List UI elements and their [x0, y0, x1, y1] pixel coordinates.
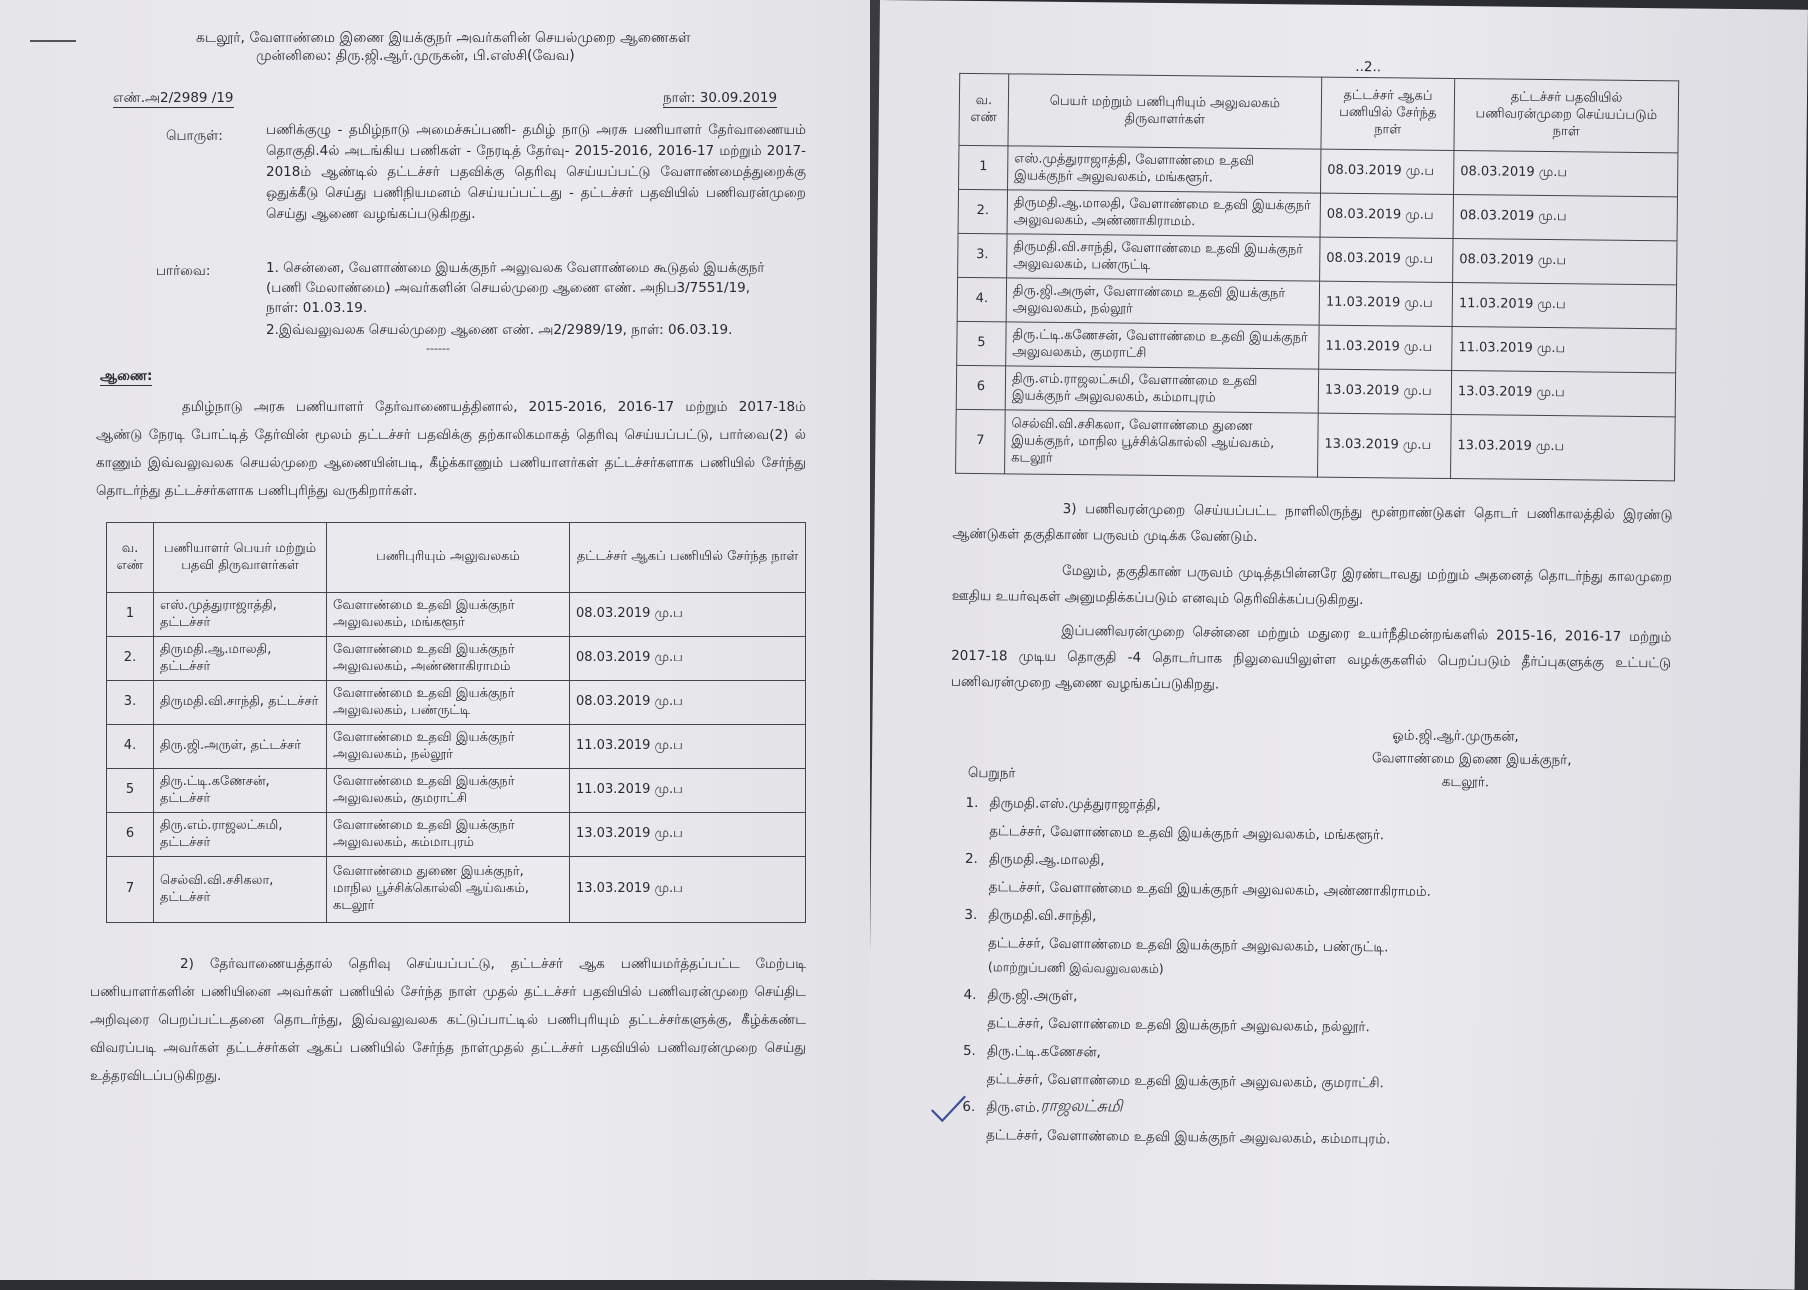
paragraph-5: இப்பணிவரன்முறை சென்னை மற்றும் மதுரை உயர்நீதிமன்றங்களில் 2015-16, 2016-17 மற்றும் 2017-18 முடிய தொகுதி -4 தொடர்பாக நிலுவையிலுள்ள வழக்குகளில் பெறப்படும் தீர்ப்புகளுக்கு உட்பட்டு பணிவரன்முறை ஆணை வழங்கப்படுகிறது. [950, 622, 1672, 693]
row-number: 5 [107, 769, 154, 813]
row-name: திருமதி.ஆ.மாலதி, தட்டச்சர் [154, 637, 327, 681]
row-number: 3. [958, 233, 1007, 278]
order-date: நாள்: 30.09.2019 [663, 90, 778, 106]
recipient-office: தட்டச்சர், வேளாண்மை உதவி இயக்குநர் அலுவலகம், பண்ருட்டி. [988, 935, 1389, 956]
recipient-number: 2. [964, 850, 978, 868]
recipient-number: 1. [965, 794, 979, 812]
col-header-joined: தட்டச்சர் ஆகப் பணியில் சேர்ந்த நாள் [570, 523, 806, 593]
row-office: வேளாண்மை உதவி இயக்குநர் அலுவலகம், கம்மாபுரம் [327, 813, 570, 857]
reference-number: எண்.அ2/2989 /19 [113, 90, 234, 106]
order-paragraph: தமிழ்நாடு அரசு பணியாளர் தேர்வாணையத்தினால், 2015-2016, 2016-17 மற்றும் 2017-18ம் ஆண்டு நேரடி போட்டித் தேர்வின் மூலம் தட்டச்சர் பதவிக்கு தற்காலிகமாகத் தெரிவு செய்யப்பட்டு, பார்வை(2) ல் காணும் இவ்வலுவலக செயல்முறை ஆணையின்படி, கீழ்க்காணும் பணியாளர்கள் தட்டச்சர்களாக பணியில் சேர்ந்து தொடர்ந்து தட்டச்சர்களாக பணிபுரிந்து வருகிறார்கள். [96, 399, 806, 499]
reference-item-2: 2.இவ்வலுவலக செயல்முறை ஆணை எண். அ2/2989/19, நாள்: 06.03.19. [266, 322, 733, 338]
staff-table [106, 522, 806, 923]
row-name-office: எஸ்.முத்துராஜாத்தி, வேளாண்மை உதவி இயக்குநர் அலுவலகம், மங்களூர். [1008, 146, 1321, 193]
row-name: திரு.ட்டி.கணேசன், தட்டச்சர் [154, 769, 327, 813]
order-label: ஆணை: [100, 368, 153, 384]
recipient-name: திருமதி.எஸ்.முத்துராஜாத்தி, [989, 795, 1161, 813]
row-number: 4. [957, 277, 1006, 322]
recipient-office: தட்டச்சர், வேளாண்மை உதவி இயக்குநர் அலுவலகம், அண்ணாகிராமம். [988, 879, 1432, 900]
header-line-2: முன்னிலை: திரு.ஜி.ஆர்.முருகன், பி.எஸ்சி(வேவ) [256, 48, 575, 64]
recipient-number: 5. [962, 1042, 976, 1060]
recipient-name: திரு.எம். [986, 1099, 1041, 1116]
row-office: வேளாண்மை உதவி இயக்குநர் அலுவலகம், மங்களூர் [327, 593, 570, 637]
left-page [0, 0, 872, 1280]
row-office: வேளாண்மை உதவி இயக்குநர் அலுவலகம், அண்ணாகிராமம் [327, 637, 570, 681]
row-joined: 08.03.2019 மு.ப [1320, 237, 1453, 282]
table-row [956, 409, 1676, 481]
row-number: 5 [957, 321, 1006, 366]
col-header-name-office: பெயர் மற்றும் பணிபுரியும் அலுவலகம் திருவாளர்கள் [1008, 74, 1322, 149]
row-name-office: திரு.ஜி.அருள், வேளாண்மை உதவி இயக்குநர் அலுவலகம், நல்லூர் [1006, 278, 1319, 325]
right-page [867, 0, 1808, 1290]
row-date: 13.03.2019 மு.ப [570, 813, 806, 857]
col-header-number: வ. எண் [107, 523, 154, 593]
recipient-office: தட்டச்சர், வேளாண்மை உதவி இயக்குநர் அலுவலகம், கம்மாபுரம். [986, 1127, 1391, 1148]
reference-label: பார்வை: [156, 263, 211, 279]
recipient-name: திரு.ஜி.அருள், [987, 987, 1078, 1005]
table-header-row [107, 523, 806, 593]
col-header-office: பணிபுரியும் அலுவலகம் [327, 523, 570, 593]
row-joined: 11.03.2019 மு.ப [1319, 281, 1452, 326]
row-number: 7 [107, 857, 154, 923]
row-date: 08.03.2019 மு.ப [570, 637, 806, 681]
table-row [107, 769, 806, 813]
regularisation-table [955, 73, 1679, 482]
reference-item-1: 1. சென்னை, வேளாண்மை இயக்குநர் அலுவலக வேளாண்மை கூடுதல் இயக்குநர் (பணி மேலாண்மை) அவர்களின் செயல்முறை ஆணை எண். அநிப3/7551/19, நாள்: 01.03.19. [266, 260, 765, 316]
handwritten-name: ராஜலட்சுமி [1040, 1095, 1123, 1116]
recipient-name: திருமதி.வி.சாந்தி, [988, 907, 1097, 925]
row-number: 6 [956, 365, 1005, 410]
table-row [107, 593, 806, 637]
signatory-title: வேளாண்மை இணை இயக்குநர், [1372, 750, 1572, 769]
paragraph-2: 2) தேர்வாணையத்தால் தெரிவு செய்யப்பட்டு, தட்டச்சர் ஆக பணியமர்த்தப்பட்ட மேற்படி பணியாளர்களின் பணியினை அவர்கள் பணியில் சேர்ந்த நாள் முதல் தட்டச்சர் பதவியில் பணிவரன்முறை செய்திட அறிவுரை பெறப்பட்டதனை தொடர்ந்து, இவ்வலுவலக கட்டுப்பாட்டில் பணிபுரியும் தட்டச்சர்களுக்கு, கீழ்க்கண்ட விவரப்படி அவர்கள் தட்டச்சர்கள் ஆகப் பணியில் சேர்ந்த நாள்முதல் தட்டச்சர் பதவியில் பணிவரன்முறை செய்து உத்தரவிடப்படுகிறது. [90, 956, 806, 1084]
row-name-office: திருமதி.ஆ.மாலதி, வேளாண்மை உதவி இயக்குநர் அலுவலகம், அண்ணாகிராமம். [1007, 190, 1320, 237]
paragraph-3: 3) பணிவரன்முறை செய்யப்பட்ட நாளிலிருந்து மூன்றாண்டுகள் தொடர் பணிகாலத்தில் இரண்டு ஆண்டுகள் தகுதிகாண் பருவம் முடிக்க வேண்டும். [952, 500, 1673, 545]
recipient-name: திரு.ட்டி.கணேசன், [986, 1043, 1101, 1061]
table-row [957, 321, 1676, 373]
row-joined: 08.03.2019 மு.ப [1320, 193, 1453, 238]
row-date: 11.03.2019 மு.ப [570, 769, 806, 813]
paragraph-4: மேலும், தகுதிகாண் பருவம் முடித்தபின்னரே இரண்டாவது மற்றும் அதனைத் தொடர்ந்து காலமுறை ஊதிய உயர்வுகள் அனுமதிக்கப்படும் எனவும் தெரிவிக்கப்படுகிறது. [951, 562, 1673, 609]
row-name-office: செல்வி.வி.சசிகலா, வேளாண்மை துணை இயக்குநர், மாநில பூச்சிக்கொல்லி ஆய்வகம், கடலூர் [1005, 410, 1319, 477]
table-row [957, 277, 1676, 329]
row-regularised: 13.03.2019 மு.ப [1451, 415, 1676, 481]
row-office: வேளாண்மை துணை இயக்குநர், மாநில பூச்சிக்கொல்லி ஆய்வகம், கடலூர் [327, 857, 570, 923]
table-row [959, 145, 1678, 197]
table-row [107, 725, 806, 769]
recipient-office: தட்டச்சர், வேளாண்மை உதவி இயக்குநர் அலுவலகம், மங்களூர். [989, 823, 1385, 844]
row-joined: 11.03.2019 மு.ப [1319, 325, 1452, 370]
recipient-office: தட்டச்சர், வேளாண்மை உதவி இயக்குநர் அலுவலகம், குமராட்சி. [986, 1071, 1384, 1092]
recipient-number: 6. [962, 1098, 976, 1116]
row-name: திரு.ஜி.அருள், தட்டச்சர் [154, 725, 327, 769]
row-number: 2. [107, 637, 154, 681]
row-regularised: 08.03.2019 மு.ப [1453, 151, 1677, 197]
recipient-name: திருமதி.ஆ.மாலதி, [988, 851, 1105, 869]
table-row [107, 681, 806, 725]
table-row [107, 857, 806, 923]
col-header-joined: தட்டச்சர் ஆகப் பணியில் சேர்ந்த நாள் [1321, 77, 1455, 150]
signatory-place: கடலூர். [1441, 773, 1490, 791]
table-row [107, 637, 806, 681]
row-number: 4. [107, 725, 154, 769]
row-number: 3. [107, 681, 154, 725]
row-office: வேளாண்மை உதவி இயக்குநர் அலுவலகம், பண்ருட்டி [327, 681, 570, 725]
subject-label: பொருள்: [166, 128, 223, 144]
table-header-row [959, 73, 1679, 153]
hole-punch-mark [30, 40, 76, 42]
row-office: வேளாண்மை உதவி இயக்குநர் அலுவலகம், நல்லூர் [327, 725, 570, 769]
row-date: 08.03.2019 மு.ப [570, 681, 806, 725]
row-number: 7 [956, 409, 1006, 474]
row-name-office: திரு.எம்.ராஜலட்சுமி, வேளாண்மை உதவி இயக்குநர் அலுவலகம், கம்மாபுரம் [1005, 366, 1318, 413]
recipient-number: 3. [964, 906, 978, 924]
row-date: 08.03.2019 மு.ப [570, 593, 806, 637]
row-regularised: 11.03.2019 மு.ப [1452, 327, 1676, 373]
table-row [956, 365, 1675, 417]
recipient-office: தட்டச்சர், வேளாண்மை உதவி இயக்குநர் அலுவலகம், நல்லூர். [987, 1015, 1370, 1036]
row-number: 1 [959, 145, 1008, 190]
col-header-name: பணியாளர் பெயர் மற்றும் பதவி திருவாளர்கள் [154, 523, 327, 593]
row-joined: 08.03.2019 மு.ப [1321, 149, 1454, 194]
page-number: ..2.. [1355, 58, 1382, 76]
header-line-1: கடலூர், வேளாண்மை இணை இயக்குநர் அவர்களின் செயல்முறை ஆணைகள் [196, 30, 691, 46]
row-regularised: 08.03.2019 மு.ப [1453, 195, 1677, 241]
row-name-office: திருமதி.வி.சாந்தி, வேளாண்மை உதவி இயக்குநர் அலுவலகம், பண்ருட்டி [1007, 234, 1320, 281]
row-office: வேளாண்மை உதவி இயக்குநர் அலுவலகம், குமராட்சி [327, 769, 570, 813]
row-date: 11.03.2019 மு.ப [570, 725, 806, 769]
recipient-number: 4. [963, 986, 977, 1004]
table-row [958, 233, 1677, 285]
col-header-regularised: தட்டச்சர் பதவியில் பணிவரன்முறை செய்யப்படும் நாள் [1454, 79, 1679, 153]
row-regularised: 13.03.2019 மு.ப [1451, 371, 1675, 417]
row-joined: 13.03.2019 மு.ப [1318, 413, 1452, 478]
table-row [107, 813, 806, 857]
row-name: எஸ்.முத்துராஜாத்தி, தட்டச்சர் [154, 593, 327, 637]
row-name-office: திரு.ட்டி.கணேசன், வேளாண்மை உதவி இயக்குநர் அலுவலகம், குமராட்சி [1006, 322, 1319, 369]
separator: ------ [426, 342, 450, 355]
subject-text: பணிக்குழு - தமிழ்நாடு அமைச்சுப்பணி- தமிழ் நாடு அரசு பணியாளர் தேர்வாணையம் தொகுதி.4ல் அடங்கிய பணிகள் - நேரடித் தேர்வு- 2015-2016, 2016-17 மற்றும் 2017-2018ம் ஆண்டில் தட்டச்சர் பதவிக்கு தெரிவு செய்யப்பட்டு வேளாண்மைத்துறைக்கு ஒதுக்கீடு செய்து பணிநியமனம் செய்யப்பட்டது - தட்டச்சர் பதவியில் பணிவரன்முறை செய்து ஆணை வழங்கப்படுகிறது. [266, 122, 806, 222]
row-regularised: 11.03.2019 மு.ப [1452, 283, 1676, 329]
row-name: திருமதி.வி.சாந்தி, தட்டச்சர் [154, 681, 327, 725]
table-row [958, 189, 1677, 241]
recipients-label: பெறுநர் [967, 764, 1016, 782]
row-name: செல்வி.வி.சசிகலா, தட்டச்சர் [154, 857, 327, 923]
row-date: 13.03.2019 மு.ப [570, 857, 806, 923]
row-name: திரு.எம்.ராஜலட்சுமி, தட்டச்சர் [154, 813, 327, 857]
row-regularised: 08.03.2019 மு.ப [1453, 239, 1677, 285]
row-number: 2. [958, 189, 1007, 234]
row-number: 1 [107, 593, 154, 637]
signatory-name: ஓம்.ஜி.ஆர்.முருகன், [1392, 727, 1519, 745]
row-number: 6 [107, 813, 154, 857]
row-joined: 13.03.2019 மு.ப [1318, 369, 1451, 414]
recipient-note: (மாற்றுப்பணி இவ்வலுவலகம்) [987, 959, 1164, 977]
col-header-number: வ. எண் [959, 73, 1009, 146]
